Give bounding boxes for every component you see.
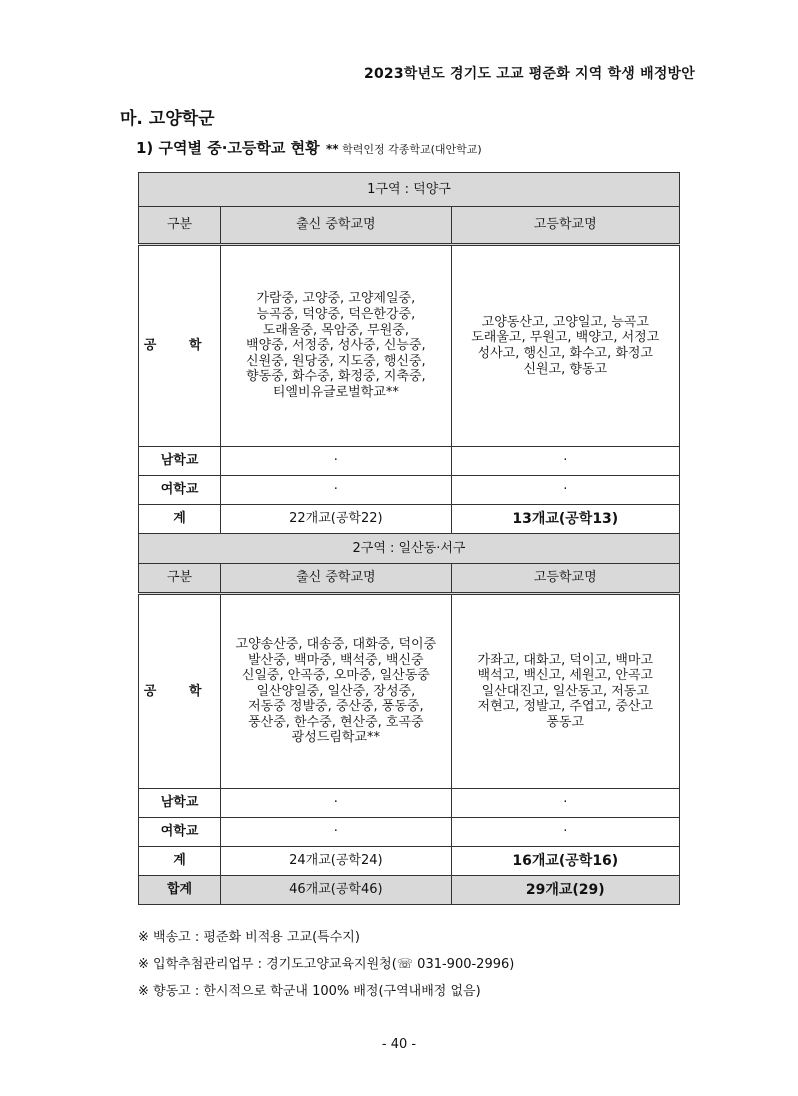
sub-note-text: 학력인정 각종학교(대안학교) bbox=[342, 143, 482, 156]
sub-note-stars: ** bbox=[326, 142, 339, 156]
list-item: 가좌고, 대화고, 덕이고, 백마고 bbox=[477, 652, 654, 668]
zone2-boys-middle: · bbox=[221, 789, 451, 818]
list-item: 신원중, 원당중, 지도중, 행신중, bbox=[246, 353, 426, 369]
document-header: 2023학년도 경기도 고교 평준화 지역 학생 배정방안 bbox=[364, 66, 695, 82]
zone1-gonghak-row bbox=[139, 245, 680, 447]
list-item: 백양중, 서정중, 성사중, 신능중, bbox=[246, 338, 426, 354]
list-item: 도래울고, 무원고, 백양고, 서정고 bbox=[471, 330, 660, 346]
zone1-girls-middle: · bbox=[221, 476, 451, 505]
list-item: 가람중, 고양중, 고양제일중, bbox=[256, 291, 416, 307]
section-title: 마. 고양학군 bbox=[120, 109, 215, 129]
zone2-girls-label: 여학교 bbox=[139, 818, 221, 847]
page-number: - 40 - bbox=[381, 1037, 417, 1052]
zone2-boys-row bbox=[139, 789, 680, 818]
zone2-gonghak-label: 공 학 bbox=[139, 594, 221, 789]
zone2-total-high: 16개교(공학16) bbox=[451, 847, 679, 876]
zone1-boys-row bbox=[139, 447, 680, 476]
zone2-total-middle: 24개교(공학24) bbox=[221, 847, 451, 876]
note-item: ※ 향동고 : 한시적으로 학군내 100% 배정(구역내배정 없음) bbox=[138, 984, 481, 999]
list-item: 풍동고 bbox=[546, 714, 585, 730]
list-item: 저동중 정발중, 중산중, 풍동중, bbox=[248, 699, 424, 715]
list-item: 티엘비유글로벌학교** bbox=[272, 384, 399, 400]
zone1-boys-middle: · bbox=[221, 447, 451, 476]
zone1-boys-high: · bbox=[451, 447, 679, 476]
zone2-high-list bbox=[451, 594, 679, 789]
zone2-boys-high: · bbox=[451, 789, 679, 818]
list-item: 일산양일중, 일산중, 장성중, bbox=[256, 683, 416, 699]
notes bbox=[138, 924, 514, 1005]
note-item: ※ 백송고 : 평준화 비적용 고교(특수지) bbox=[138, 930, 360, 945]
zone2-header-row bbox=[139, 534, 680, 564]
list-item: 일산대진고, 일산동고, 저동고 bbox=[481, 683, 649, 699]
zone2-total-label: 계 bbox=[139, 847, 221, 876]
note-item: ※ 입학추첨관리업무 : 경기도고양교육지원청(☏ 031-900-2996) bbox=[138, 957, 515, 972]
list-item: 성사고, 행신고, 화수고, 화정고 bbox=[477, 346, 654, 361]
list-item: 광성드림학교** bbox=[291, 730, 381, 746]
grand-total-high: 29개교(29) bbox=[451, 876, 679, 905]
list-item: 신원고, 향동고 bbox=[523, 361, 608, 377]
list-item: 발산중, 백마중, 백석중, 백신중 bbox=[248, 652, 424, 668]
zone1-middle-list bbox=[221, 245, 451, 447]
zone2-title: 2구역 : 일산동·서구 bbox=[139, 534, 680, 564]
zone1-boys-label: 남학교 bbox=[139, 447, 221, 476]
list-item: 도래울중, 목암중, 무원중, bbox=[262, 322, 409, 338]
zone1-total-high: 13개교(공학13) bbox=[451, 505, 679, 534]
column-header-middle: 출신 중학교명 bbox=[221, 207, 451, 245]
list-item: 신일중, 안곡중, 오마중, 일산동중 bbox=[241, 668, 430, 684]
zone1-high-list bbox=[451, 245, 679, 447]
zone2-girls-row bbox=[139, 818, 680, 847]
column-header-category: 구분 bbox=[139, 207, 221, 245]
zone2-boys-label: 남학교 bbox=[139, 789, 221, 818]
zone2-middle-list bbox=[221, 594, 451, 789]
zone1-girls-high: · bbox=[451, 476, 679, 505]
sub-note bbox=[326, 141, 482, 157]
zone1-girls-label: 여학교 bbox=[139, 476, 221, 505]
list-item: 백석고, 백신고, 세원고, 안곡고 bbox=[477, 668, 654, 684]
zone1-total-row bbox=[139, 505, 680, 534]
zone1-girls-row bbox=[139, 476, 680, 505]
list-item: 고양송산중, 대송중, 대화중, 덕이중 bbox=[235, 636, 437, 652]
list-item: 풍산중, 한수중, 현산중, 호곡중 bbox=[248, 714, 424, 730]
zone2-column-header-row bbox=[139, 564, 680, 594]
zone1-gonghak-label: 공 학 bbox=[139, 245, 221, 447]
zone1-total-label: 계 bbox=[139, 505, 221, 534]
list-item: 능곡중, 덕양중, 덕은한강중, bbox=[256, 307, 416, 323]
zone1-title: 1구역 : 덕양구 bbox=[139, 173, 680, 207]
zone2-girls-middle: · bbox=[221, 818, 451, 847]
grand-total-label: 합계 bbox=[139, 876, 221, 905]
grand-total-row bbox=[139, 876, 680, 905]
sub-title: 1) 구역별 중·고등학교 현황 bbox=[136, 139, 320, 157]
zone1-header-row bbox=[139, 173, 680, 207]
list-item: 향동중, 화수중, 화정중, 지축중, bbox=[246, 369, 426, 385]
zone2-girls-high: · bbox=[451, 818, 679, 847]
zone1-column-header-row bbox=[139, 207, 680, 245]
column-header-high: 고등학교명 bbox=[451, 207, 679, 245]
column-header-middle: 출신 중학교명 bbox=[221, 564, 451, 594]
zone2-gonghak-row bbox=[139, 594, 680, 789]
column-header-high: 고등학교명 bbox=[451, 564, 679, 594]
list-item: 고양동산고, 고양일고, 능곡고 bbox=[481, 314, 649, 330]
school-table bbox=[138, 172, 680, 905]
zone1-total-middle: 22개교(공학22) bbox=[221, 505, 451, 534]
zone2-total-row bbox=[139, 847, 680, 876]
column-header-category: 구분 bbox=[139, 564, 221, 594]
grand-total-middle: 46개교(공학46) bbox=[221, 876, 451, 905]
list-item: 저현고, 정발고, 주엽고, 중산고 bbox=[477, 699, 654, 715]
